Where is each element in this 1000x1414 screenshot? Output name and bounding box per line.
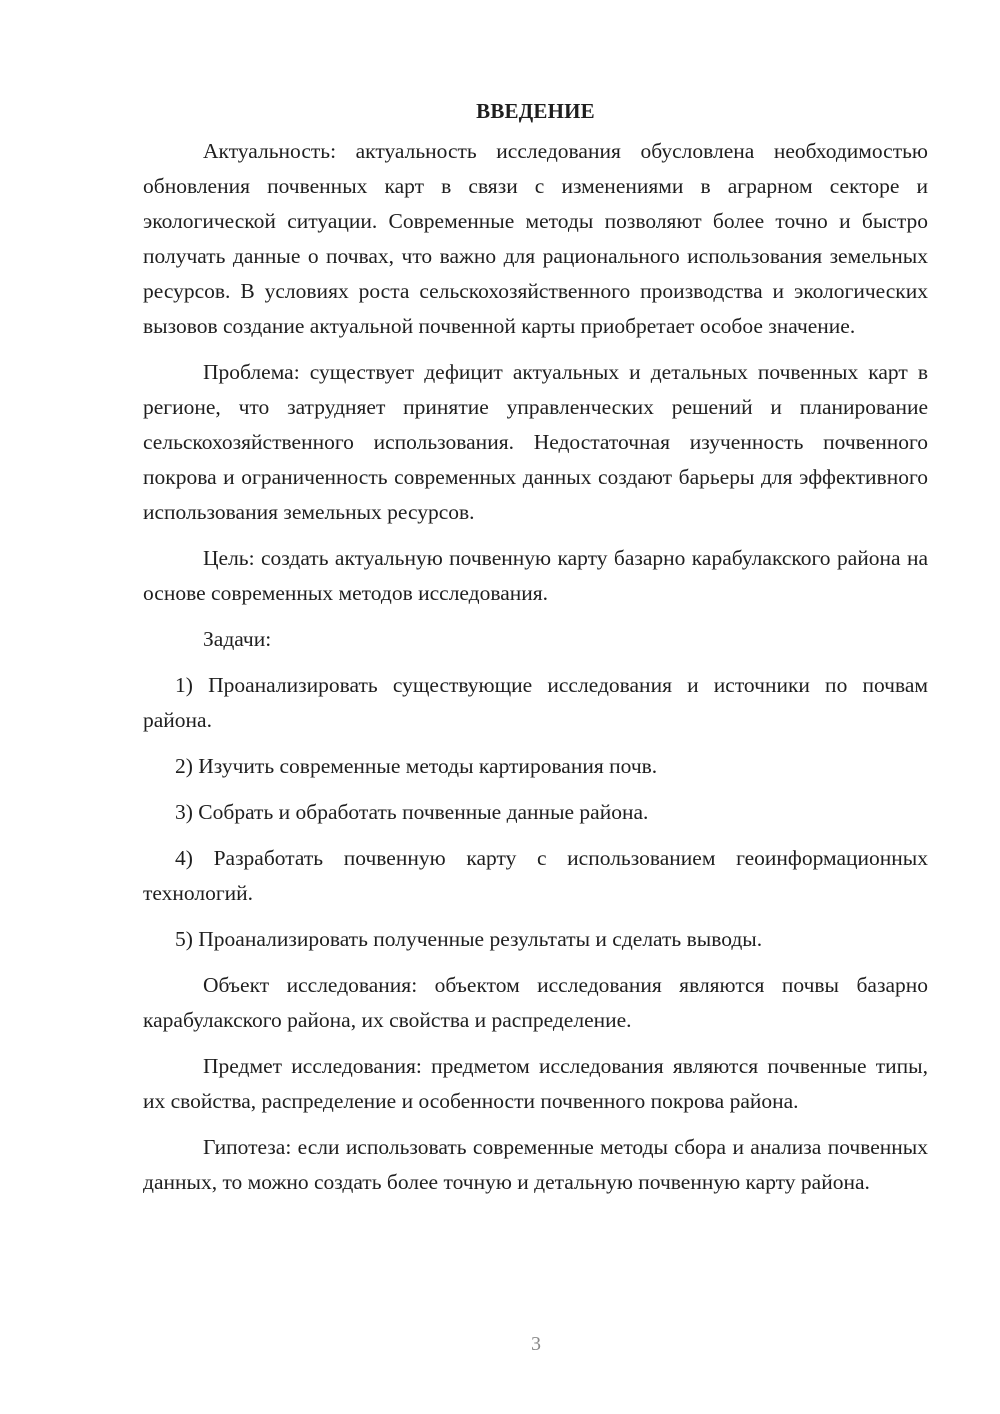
paragraph-object: Объект исследования: объектом исследования являются почвы базарно карабулакского района, их свойства и распределение.: [143, 973, 928, 1032]
paragraph-hypothesis: Гипотеза: если использовать современные методы сбора и анализа почвенных данных, то можно создать более точную и детальную почвенную карту района.: [143, 1135, 928, 1194]
paragraph-goal: Цель: создать актуальную почвенную карту базарно карабулакского района на основе современных методов исследования.: [143, 546, 928, 605]
list-item: 3) Собрать и обработать почвенные данные района.: [175, 800, 649, 824]
paragraph-relevance: Актуальность: актуальность исследования обусловлена необходимостью обновления почвенных карт в связи с изменениями в аграрном секторе и экологической ситуации. Современные методы позволяют более точно и быстро получать данные о почвах, что важно для рационального использования земельных ресурсов. В условиях роста сельскохозяйственного производства и экологических вызовов создание актуальной почвенной карты приобретает особое значение.: [143, 139, 928, 338]
list-item: 4) Разработать почвенную карту с использованием геоинформационных технологий.: [143, 846, 928, 905]
page-content: [143, 96, 928, 1211]
tasks-list: [143, 668, 928, 957]
tasks-label: Задачи:: [203, 627, 272, 651]
list-item: 2) Изучить современные методы картирования почв.: [175, 754, 658, 778]
page-title: ВВЕДЕНИЕ: [476, 99, 595, 123]
page-number: 3: [531, 1333, 541, 1355]
list-item: 5) Проанализировать полученные результаты и сделать выводы.: [175, 927, 763, 951]
paragraph-problem: Проблема: существует дефицит актуальных и детальных почвенных карт в регионе, что затрудняет принятие управленческих решений и планирование сельскохозяйственного использования. Недостаточная изученность почвенного покрова и ограниченность современных данных создают барьеры для эффективного использования земельных ресурсов.: [143, 360, 928, 524]
paragraph-subject: Предмет исследования: предметом исследования являются почвенные типы, их свойства, распределение и особенности почвенного покрова района.: [143, 1054, 928, 1113]
list-item: 1) Проанализировать существующие исследования и источники по почвам района.: [143, 673, 928, 732]
